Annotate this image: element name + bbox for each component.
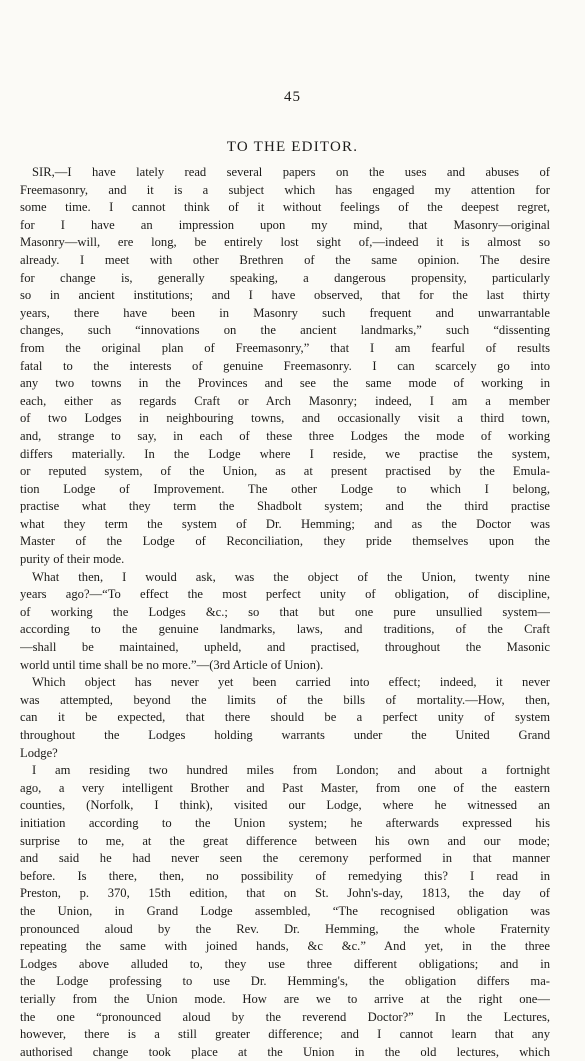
text-line: any two towns in the Provinces and see the same mode of working in <box>20 376 550 391</box>
text-line: throughout the Lodges holding warrants under the United Grand <box>20 728 550 742</box>
text-line: of two Lodges in neighbouring towns, and occasionally visit a third town, <box>20 411 550 426</box>
text-line: and, strange to say, in each of these three Lodges the mode of working <box>20 428 550 443</box>
text-line: the Union, in Grand Lodge assembled, “The recognised obligation was <box>20 903 550 918</box>
text-line: I am residing two hundred miles from London; and about a fortnight <box>32 763 550 778</box>
text-line: for change is, generally speaking, a dangerous propensity, particularly <box>20 270 550 285</box>
text-line: practise what they term the Shadbolt system; and the third practise <box>20 499 550 514</box>
text-line: authorised change took place at the Union in the old lectures, which <box>20 1044 550 1059</box>
text-line: surprise to me, at the great difference between his own and our mode; <box>20 833 550 848</box>
text-line: purity of their mode. <box>20 552 125 567</box>
text-line: however, there is a still greater difference; and I cannot learn that any <box>20 1027 550 1042</box>
text-line: SIR,—I have lately read several papers on the uses and abuses of <box>32 165 550 179</box>
text-line: Freemasonry, and it is a subject which has engaged my attention for <box>20 182 550 197</box>
text-line: according to the genuine landmarks, laws, and traditions, of the Craft <box>20 622 550 637</box>
text-line: tion Lodge of Improvement. The other Lodge to which I belong, <box>20 481 550 496</box>
text-line: ago, a very intelligent Brother and Past Master, from one of the eastern <box>20 780 550 795</box>
text-line: years, there have been in Masonry such frequent and unwarrantable <box>20 305 550 320</box>
text-line: and said he had never seen the ceremony performed in that manner <box>20 851 550 866</box>
text-line: initiation according to the Union system; he afterwards expressed his <box>20 815 550 830</box>
text-line: terially from the Union mode. How are we to arrive at the right one— <box>20 991 550 1006</box>
text-line: some time. I cannot think of it without feelings of the deepest regret, <box>20 200 550 215</box>
text-line: repeating the same with joined hands, &c &c.” And yet, in the three <box>20 939 550 954</box>
text-line: pronounced aloud by the Rev. Dr. Hemming, the whole Fraternity <box>20 921 550 936</box>
text-line: Lodge? <box>20 745 58 760</box>
text-line: world until time shall be no more.”—(3rd Article of Union). <box>20 657 324 672</box>
text-line: differs materially. In the Lodge where I reside, we practise the system, <box>20 446 550 461</box>
text-line: Master of the Lodge of Reconciliation, they pride themselves upon the <box>20 534 550 549</box>
text-line: the Lodge professing to use Dr. Hemming's, the obligation differs ma- <box>20 974 550 989</box>
text-line: each, either as regards Craft or Arch Masonry; indeed, I am a member <box>20 393 550 408</box>
text-line: changes, such “innovations on the ancient landmarks,” such “dissenting <box>20 323 550 338</box>
text-line: the one “pronounced aloud by the reverend Doctor?” In the Lectures, <box>20 1009 550 1024</box>
page-number: 45 <box>284 89 301 105</box>
article-body <box>20 164 550 1061</box>
text-line: what they term the system of Dr. Hemming; and as the Doctor was <box>20 516 550 531</box>
text-line: Which object has never yet been carried into effect; indeed, it never <box>32 675 550 690</box>
text-line: years ago?—“To effect the most perfect unity of obligation, of discipline, <box>20 587 550 602</box>
article-title: TO THE EDITOR. <box>226 139 359 155</box>
text-line: can it be expected, that there should be a perfect unity of system <box>20 710 550 725</box>
text-line: was attempted, beyond the limits of the bills of mortality.—How, then, <box>20 692 550 707</box>
text-line: —shall be maintained, upheld, and practised, throughout the Masonic <box>20 640 550 655</box>
text-line: counties, (Norfolk, I think), visited our Lodge, where he witnessed an <box>20 798 550 813</box>
text-line: fatal to the interests of genuine Freemasonry. I can scarcely go into <box>20 358 550 373</box>
text-line: before. Is there, then, no possibility of remedying this? I read in <box>20 868 550 883</box>
text-line: Masonry—will, ere long, be entirely lost sight of,—indeed it is almost so <box>20 235 550 250</box>
text-line: already. I meet with other Brethren of the same opinion. The desire <box>20 252 550 267</box>
text-line: of working the Lodges &c.; so that but one pure unsullied system— <box>20 604 550 619</box>
text-line: Preston, p. 370, 15th edition, that on St. John's-day, 1813, the day of <box>20 886 550 901</box>
text-line: so in ancient institutions; and I have observed, that for the last thirty <box>20 288 550 303</box>
text-line: Lodges above alluded to, they use three different obligations; and in <box>20 956 550 971</box>
text-line: for I have an impression upon my mind, that Masonry—original <box>20 217 550 232</box>
text-line: from the original plan of Freemasonry,” that I am fearful of results <box>20 340 550 355</box>
text-line: What then, I would ask, was the object of the Union, twenty nine <box>32 569 550 584</box>
text-line: or reputed system, of the Union, as at present practised by the Emula- <box>20 464 550 479</box>
